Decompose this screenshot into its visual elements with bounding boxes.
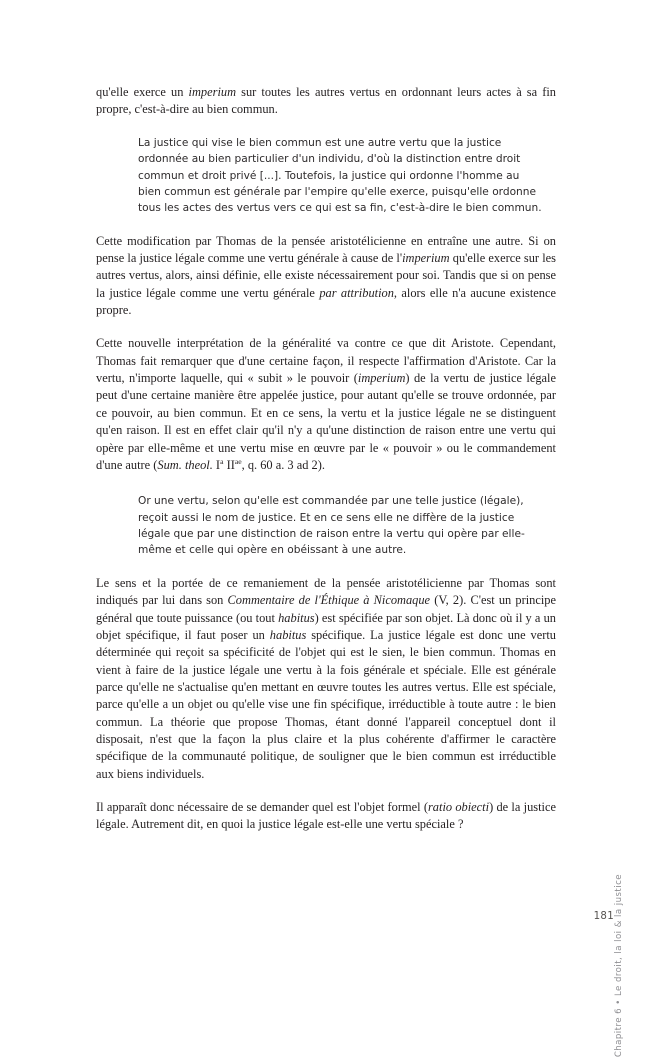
paragraph-sens-et-portee bbox=[96, 575, 556, 783]
paragraph-text-run: sur toutes les autres vertus en ordonnant leurs actes à sa fin propre, c'est-à-dire au bien commun. bbox=[96, 85, 556, 117]
paragraph-interpretation-generalite bbox=[96, 335, 556, 474]
latin-term-habitus: habitus bbox=[269, 627, 307, 642]
latin-term-imperium: imperium bbox=[357, 371, 406, 386]
running-head-chapter: Chapitre 6 • Le droit, la loi & la justice bbox=[614, 874, 624, 1057]
paragraph-objet-formel bbox=[96, 799, 556, 834]
citation-title-commentaire-ethique: Commentaire de l'Éthique à Nicomaque bbox=[227, 593, 431, 608]
paragraph-text-run: qu'elle exerce sur les autres vertus, alors, ainsi définie, elle existe nécessairement pour soi. Tandis que si on pense la justice légale comme une vertu générale bbox=[96, 251, 556, 300]
latin-term-par-attribution: par attribution bbox=[319, 285, 394, 300]
citation-superscript-a: a bbox=[220, 456, 224, 466]
citation-reference: , q. 60 a. 3 ad 2). bbox=[241, 457, 325, 472]
paragraph-text-run: ) de la vertu de justice légale peut d'une certaine manière être appelée justice, pour autant qu'elle se trouve ordonnée, par ce pouvoir, au bien commun. Et en ce sens, la vertu et la justice légale ne se distinguent qu'en raison. Il est en effet clair qu'il n'y a qu'une distinction de raison entre une vertu qui opère par elle-même et une vertu mise en œuvre par le « pouvoir » ou le commandement d'une autre ( bbox=[96, 371, 556, 472]
paragraph-text-run: Il apparaît donc nécessaire de se demander quel est l'objet formel ( bbox=[96, 799, 428, 814]
blockquote-second: Or une vertu, selon qu'elle est commandée par une telle justice (légale), reçoit aussi le nom de justice. Et en ce sens elle ne diffère de la justice légale que par une distinction de raison entre la vertu qui opère par elle-même et celle qui opère en obéissant à une autre. bbox=[138, 495, 525, 557]
paragraph-text-run: spécifique. La justice légale est donc une vertu déterminée qui reçoit sa spécificité de l'objet qui est le sien, le bien commun. Thomas en vient à faire de la justice légale une vertu à la fois générale et spéciale. Elle est générale parce qu'elle ne s'actualise qu'en mettant en œuvre toutes les autres vertus. Elle est spéciale, parce qu'elle a un objet ou qu'elle vise une fin spécifique, irréductible à toute autre : le bien commun. La théorie que propose Thomas, étant donné l'appareil conceptuel dont il disposait, n'est que la façon la plus claire et la plus cohérente d'affirmer le caractère spécifique de la communauté politique, de souligner que le bien commun est irréductible aux biens individuels. bbox=[96, 627, 556, 781]
citation-superscript-ae: ae bbox=[234, 456, 242, 466]
citation-title-sum-theol: Sum. theol. bbox=[157, 457, 213, 472]
paragraph-text-run: ) de la justice légale. Autrement dit, en quoi la justice légale est-elle une vertu spéciale ? bbox=[96, 799, 556, 832]
paragraph-modification-thomas bbox=[96, 233, 556, 320]
paragraph-text-run: , alors elle n'a aucune existence propre. bbox=[96, 285, 556, 318]
latin-term-imperium: imperium bbox=[188, 85, 237, 99]
paragraph-text-run: qu'elle exerce un bbox=[96, 85, 189, 99]
latin-term-imperium: imperium bbox=[402, 251, 450, 266]
citation-reference: I bbox=[212, 457, 221, 472]
paragraph-text-run: Le sens et la portée de ce remaniement de la pensée aristotélicienne par Thomas sont indiqués par lui dans son bbox=[96, 575, 556, 608]
paragraph-text-run: Cette modification par Thomas de la pensée aristotélicienne en entraîne une autre. Si on pense la justice légale comme une vertu générale à cause de l' bbox=[96, 233, 556, 266]
citation-reference: II bbox=[223, 457, 235, 472]
paragraph-text-run: Cette nouvelle interprétation de la généralité va contre ce que dit Aristote. Cependant, Thomas fait remarquer que d'une certaine façon, il respecte l'affirmation d'Aristote. Car la vertu, n'importe laquelle, qui « subit » le pouvoir ( bbox=[96, 336, 556, 386]
page-text-column bbox=[96, 84, 556, 834]
page-number: 181 bbox=[593, 911, 614, 922]
latin-term-ratio-obiecti: ratio obiecti bbox=[427, 799, 490, 814]
paragraph-text-run: ) est spécifiée par son objet. Là donc où il y a un objet spécifique, il faut poser un bbox=[96, 610, 556, 642]
blockquote-first: La justice qui vise le bien commun est une autre vertu que la justice ordonnée au bien particulier d'un individu, d'où la distinction entre droit commun et droit privé [...]. Toutefois, la justice qui ordonne l'homme au bien commun est générale par l'empire qu'elle exerce, puisqu'elle ordonne tous les actes des vertus vers ce qui est sa fin, c'est-à-dire le bien commun. bbox=[138, 136, 542, 215]
paragraph-continuation bbox=[96, 84, 556, 119]
latin-term-habitus: habitus bbox=[278, 610, 315, 625]
paragraph-text-run: (V, 2). C'est un principe général que toute puissance (ou tout bbox=[96, 593, 556, 625]
